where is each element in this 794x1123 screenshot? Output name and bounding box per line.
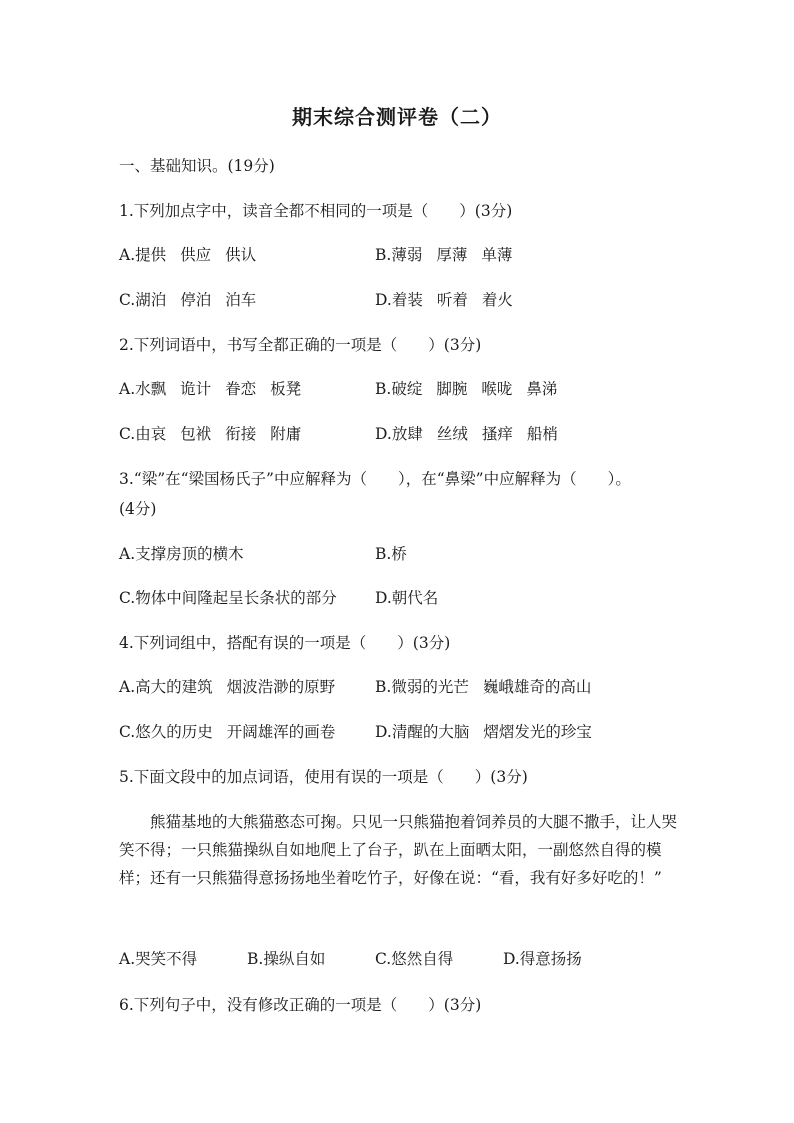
word: 水飘: [135, 380, 167, 398]
word: 破绽: [391, 380, 423, 398]
option-label: C.: [119, 291, 136, 309]
option-label: D.: [375, 723, 392, 741]
q3-option-a: A.支撑房顶的横木: [119, 545, 244, 563]
option-label: D.: [375, 425, 392, 443]
q4-option-d: [375, 721, 592, 743]
phrase: 烟波浩渺的原野: [226, 678, 336, 696]
q3-option-b: B.桥: [375, 545, 407, 563]
word: 衔接: [225, 425, 257, 443]
option-label: A.: [119, 246, 136, 264]
word: 薄弱: [391, 246, 423, 264]
word: 船梢: [526, 425, 558, 443]
word: 包袱: [180, 425, 212, 443]
word: 停泊: [180, 291, 212, 309]
question-3-stem: 3.“梁”在“梁国杨氏子”中应解释为（ ），在“鼻梁”中应解释为（ ）。: [119, 470, 631, 488]
option-label: B.: [375, 678, 392, 696]
question-2-stem: 2.下列词语中，书写全都正确的一项是（ ）(3分): [119, 336, 482, 354]
word: 厚薄: [436, 246, 468, 264]
q5-option-b: B.操纵自如: [247, 950, 326, 968]
phrase: 高大的建筑: [135, 678, 213, 696]
question-3-score: (4分): [119, 500, 157, 518]
option-label: B.: [375, 380, 392, 398]
option-label: D.: [375, 291, 392, 309]
word: 放肆: [391, 425, 423, 443]
question-6-stem: 6.下列句子中，没有修改正确的一项是（ ）(3分): [119, 996, 482, 1014]
word: 丝绒: [436, 425, 468, 443]
q2-option-c: [119, 423, 301, 445]
q1-option-c: [119, 289, 256, 311]
phrase: 微弱的光芒: [391, 678, 469, 696]
word: 着火: [481, 291, 513, 309]
q1-option-b: [375, 244, 512, 266]
word: 着装: [391, 291, 423, 309]
word: 泊车: [225, 291, 257, 309]
q5-option-a: A.哭笑不得: [119, 950, 198, 968]
phrase: 熠熠发光的珍宝: [483, 723, 592, 741]
q5-passage: 熊猫基地的大熊猫憨态可掬。只见一只熊猫抱着饲养员的大腿不撒手，让人哭笑不得；一只熊猫操纵自如地爬上了台子，趴在上面晒太阳，一副悠然自得的模样；还有一只熊猫得意扬扬地坐着吃竹子，好像在说：“看，我有好多好吃的！”: [119, 813, 678, 887]
q5-option-c: C.悠然自得: [375, 950, 454, 968]
phrase: 清醒的大脑: [391, 723, 470, 741]
word: 单薄: [481, 246, 513, 264]
page-title: 期末综合测评卷（二）: [292, 105, 502, 129]
phrase: 悠久的历史: [135, 723, 213, 741]
q4-option-a: [119, 676, 335, 698]
q5-option-d: D.得意扬扬: [503, 950, 582, 968]
word: 诡计: [180, 380, 212, 398]
word: 由哀: [135, 425, 167, 443]
word: 鼻涕: [526, 380, 558, 398]
q4-option-b: [375, 676, 591, 698]
q3-option-d: D.朝代名: [375, 589, 439, 607]
question-1-stem: 1.下列加点字中，读音全都不相同的一项是（ ）(3分): [119, 202, 513, 220]
option-label: B.: [375, 246, 392, 264]
q2-option-b: [375, 378, 557, 400]
word: 喉咙: [481, 380, 513, 398]
option-label: C.: [119, 723, 136, 741]
word: 听着: [436, 291, 468, 309]
section-heading: 一、基础知识。(19分): [119, 157, 275, 175]
q2-option-d: [375, 423, 558, 445]
word: 供应: [180, 246, 212, 264]
word: 板凳: [270, 380, 302, 398]
word: 搔痒: [481, 425, 513, 443]
q1-option-a: [119, 244, 256, 266]
word: 供认: [225, 246, 257, 264]
q3-option-c: C.物体中间隆起呈长条状的部分: [119, 589, 337, 607]
word: 提供: [135, 246, 167, 264]
word: 湖泊: [135, 291, 167, 309]
phrase: 巍峨雄奇的高山: [482, 678, 592, 696]
word: 脚腕: [436, 380, 468, 398]
q2-option-a: [119, 378, 301, 400]
question-4-stem: 4.下列词组中，搭配有误的一项是（ ）(3分): [119, 634, 451, 652]
option-label: C.: [119, 425, 136, 443]
question-5-stem: 5.下面文段中的加点词语，使用有误的一项是（ ）(3分): [119, 768, 528, 786]
option-label: A.: [119, 678, 136, 696]
q4-option-c: [119, 721, 335, 743]
q1-option-d: [375, 289, 513, 311]
option-label: A.: [119, 380, 136, 398]
word: 附庸: [270, 425, 302, 443]
phrase: 开阔雄浑的画卷: [226, 723, 336, 741]
word: 眷恋: [225, 380, 257, 398]
